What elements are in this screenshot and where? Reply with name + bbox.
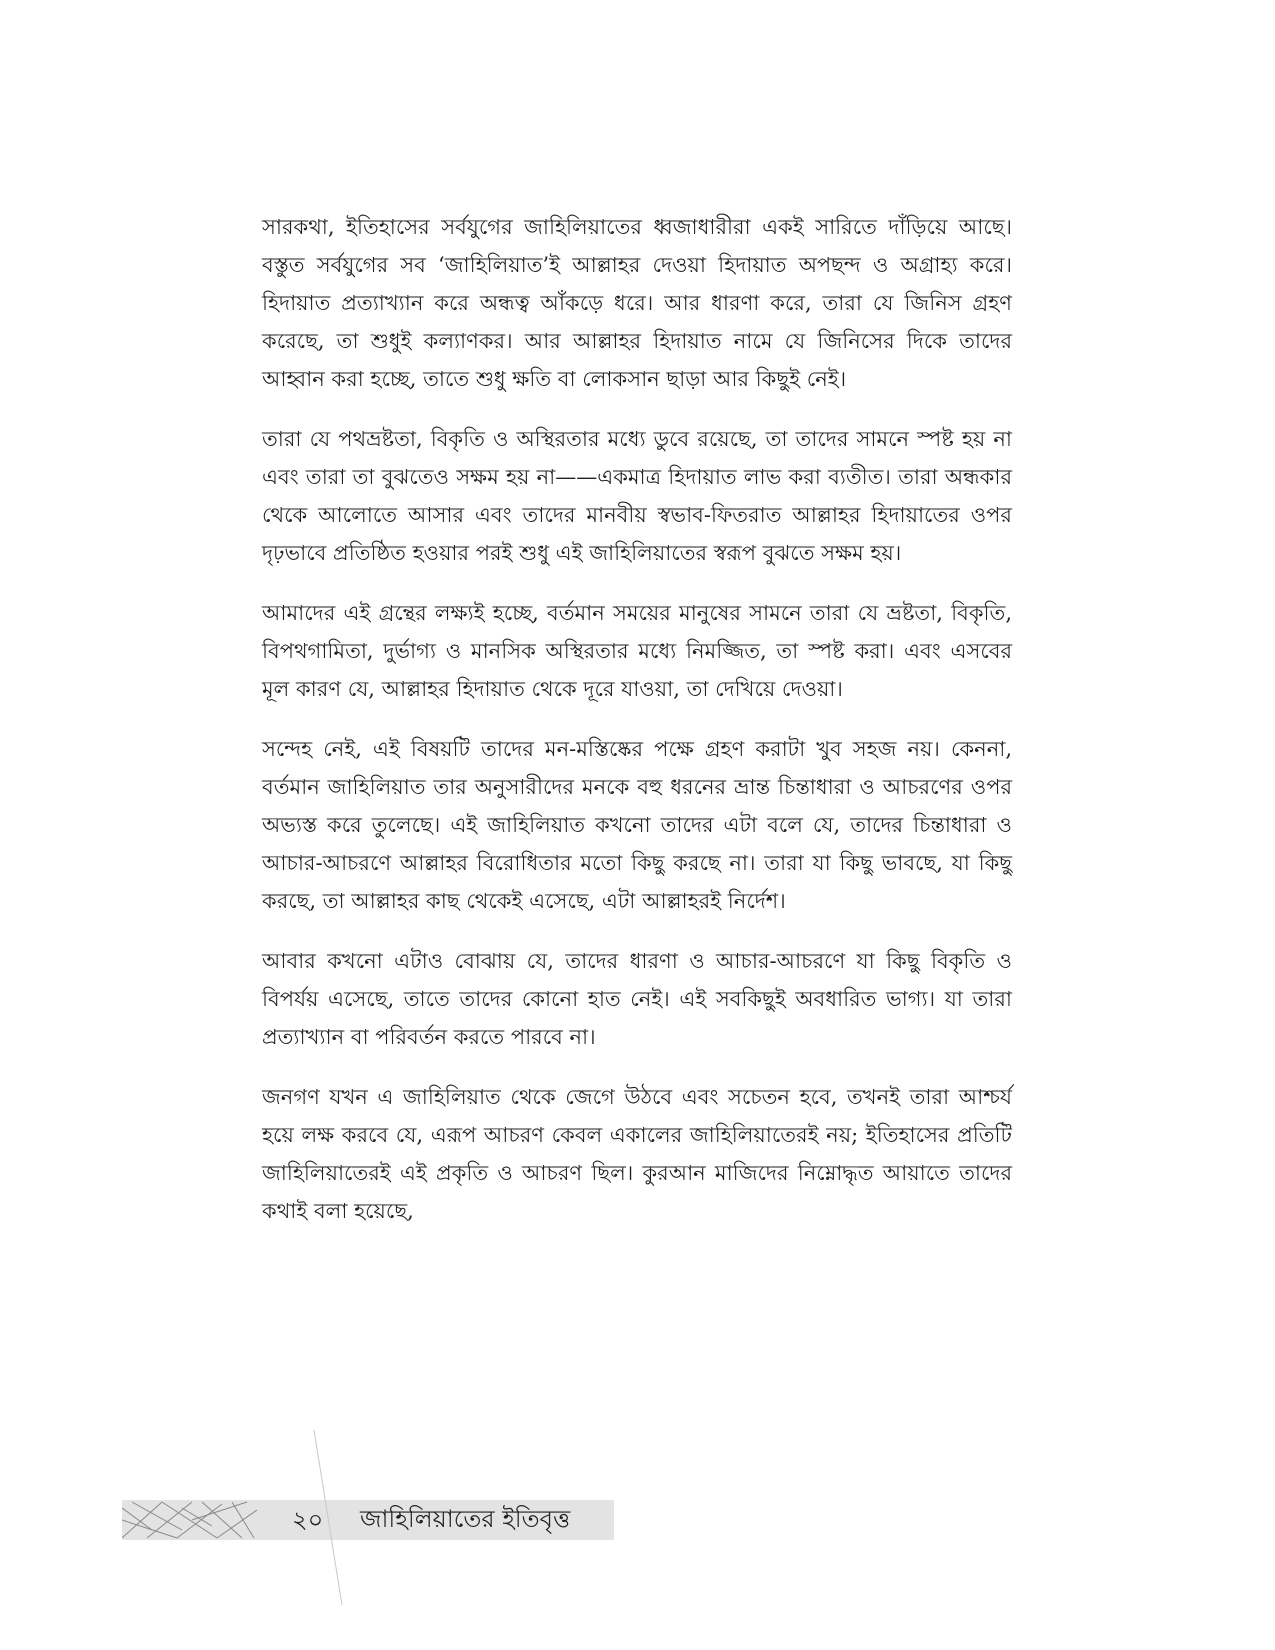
- body-text: [262, 208, 1012, 1252]
- paragraph-1: সারকথা, ইতিহাসের সর্বযুগের জাহিলিয়াতের ধ্বজাধারীরা একই সারিতে দাঁড়িয়ে আছে। বস্তুত সর্বযুগের সব ‘জাহিলিয়াত’ই আল্লাহর দেওয়া হিদায়াত অপছন্দ ও অগ্রাহ্য করে। হিদায়াত প্রত্যাখ্যান করে অন্ধত্ব আঁকড়ে ধরে। আর ধারণা করে, তারা যে জিনিস গ্রহণ করেছে, তা শুধুই কল্যাণকর। আর আল্লাহর হিদায়াত নামে যে জিনিসের দিকে তাদের আহ্বান করা হচ্ছে, তাতে শুধু ক্ষতি বা লোকসান ছাড়া আর কিছুই নেই।: [262, 215, 1012, 391]
- page-number: ২০: [292, 1506, 324, 1534]
- footer-line-pattern: [122, 1500, 262, 1540]
- paragraph-3: আমাদের এই গ্রন্থের লক্ষ্যই হচ্ছে, বর্তমান সময়ের মানুষের সামনে তারা যে ভ্রষ্টতা, বিকৃতি, বিপথগামিতা, দুর্ভাগ্য ও মানসিক অস্থিরতার মধ্যে নিমজ্জিত, তা স্পষ্ট করা। এবং এসবের মূল কারণ যে, আল্লাহর হিদায়াত থেকে দূরে যাওয়া, তা দেখিয়ে দেওয়া।: [262, 601, 1012, 701]
- book-title: জাহিলিয়াতের ইতিবৃত্ত: [360, 1505, 571, 1533]
- paragraph-5: আবার কখনো এটাও বোঝায় যে, তাদের ধারণা ও আচার-আচরণে যা কিছু বিকৃতি ও বিপর্যয় এসেছে, তাতে তাদের কোনো হাত নেই। এই সবকিছুই অবধারিত ভাগ্য। যা তারা প্রত্যাখ্যান বা পরিবর্তন করতে পারবে না।: [262, 949, 1012, 1049]
- page-footer: [122, 1500, 614, 1540]
- paragraph-2: তারা যে পথভ্রষ্টতা, বিকৃতি ও অস্থিরতার মধ্যে ডুবে রয়েছে, তা তাদের সামনে স্পষ্ট হয় না এবং তারা তা বুঝতেও সক্ষম হয় না——একমাত্র হিদায়াত লাভ করা ব্যতীত। তারা অন্ধকার থেকে আলোতে আসার এবং তাদের মানবীয় স্বভাব-ফিতরাত আল্লাহর হিদায়াতের ওপর দৃঢ়ভাবে প্রতিষ্ঠিত হওয়ার পরই শুধু এই জাহিলিয়াতের স্বরূপ বুঝতে সক্ষম হয়।: [262, 427, 1012, 565]
- paragraph-6: জনগণ যখন এ জাহিলিয়াত থেকে জেগে উঠবে এবং সচেতন হবে, তখনই তারা আশ্চর্য হয়ে লক্ষ করবে যে, এরূপ আচরণ কেবল একালের জাহিলিয়াতেরই নয়; ইতিহাসের প্রতিটি জাহিলিয়াতেরই এই প্রকৃতি ও আচরণ ছিল। কুরআন মাজিদের নিম্নোদ্ধৃত আয়াতে তাদের কথাই বলা হয়েছে,: [262, 1085, 1012, 1223]
- paragraph-4: সন্দেহ নেই, এই বিষয়টি তাদের মন-মস্তিষ্কের পক্ষে গ্রহণ করাটা খুব সহজ নয়। কেননা, বর্তমান জাহিলিয়াত তার অনুসারীদের মনকে বহু ধরনের ভ্রান্ত চিন্তাধারা ও আচরণের ওপর অভ্যস্ত করে তুলেছে। এই জাহিলিয়াত কখনো তাদের এটা বলে যে, তাদের চিন্তাধারা ও আচার-আচরণে আল্লাহর বিরোধিতার মতো কিছু করছে না। তারা যা কিছু ভাবছে, যা কিছু করছে, তা আল্লাহর কাছ থেকেই এসেছে, এটা আল্লাহরই নির্দেশ।: [262, 737, 1012, 913]
